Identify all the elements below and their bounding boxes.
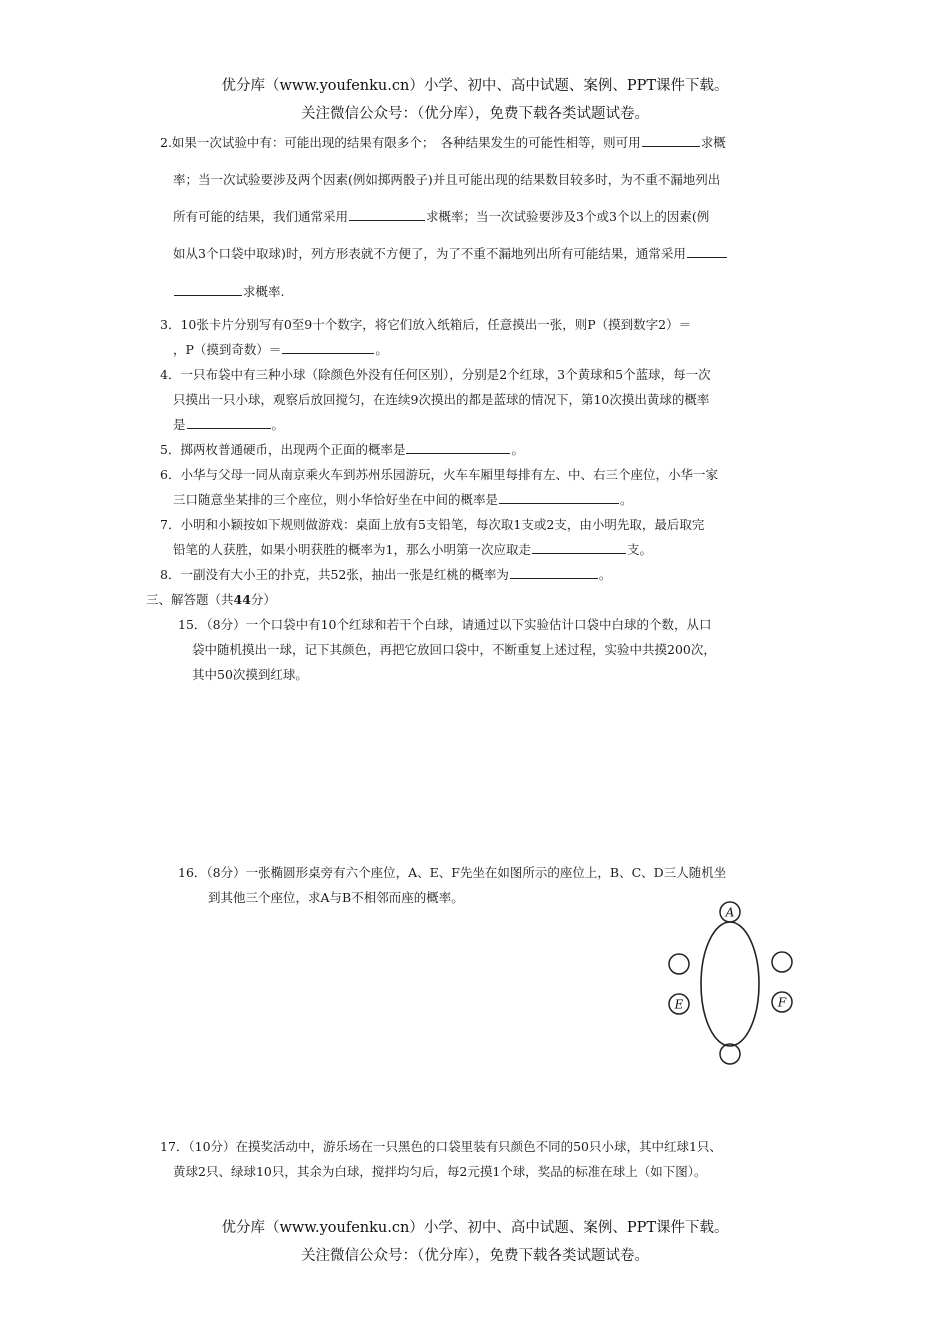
- q7-line-1: 7．小明和小颖按如下规则做游戏：桌面上放有5支铅笔，每次取1支或2支，由小明先取，最后取完: [160, 517, 705, 532]
- seat-f-label: F: [777, 995, 787, 1010]
- q2-blank-3b: [174, 283, 242, 296]
- seat-e-label: E: [674, 997, 684, 1012]
- q5-line: [160, 441, 524, 459]
- header-line-2: 关注微信公众号：（优分库），免费下载各类试题试卷。: [301, 106, 649, 122]
- q15-line-1: 15．（8分）一个口袋中有10个红球和若干个白球，请通过以下实验估计口袋中白球的个数，从口: [178, 617, 712, 632]
- q6-blank: [499, 491, 619, 504]
- section-3-text-b: 分）: [250, 592, 276, 607]
- q2-text-4: 如从3个口袋中取球)时，列方形表就不方便了，为了不重不漏地列出所有可能结果，通常采用: [173, 246, 686, 261]
- q6-line-2: [173, 491, 633, 509]
- q2-line-2: 率；当一次试验要涉及两个因素(例如掷两骰子)并且可能出现的结果数目较多时，为不重不漏地列出: [173, 172, 721, 187]
- q3-text-2a: ，P（摸到奇数）＝: [173, 342, 282, 357]
- q3-line-1: 3．10张卡片分别写有0至9十个数字，将它们放入纸箱后，任意摸出一张，则P（摸到数字2）＝: [160, 317, 692, 332]
- footer-line-2: 关注微信公众号：（优分库），免费下载各类试题试卷。: [301, 1248, 649, 1264]
- q17-line-2: 黄球2只、绿球10只，其余为白球，搅拌均匀后，每2元摸1个球，奖品的标准在球上（如下图）。: [173, 1164, 707, 1179]
- section-3-points: 44: [233, 592, 251, 607]
- q8-text-b: 。: [598, 567, 612, 582]
- q2-line-1: [160, 134, 726, 152]
- q5-text-b: 。: [511, 442, 524, 457]
- section-3-heading: [146, 591, 276, 609]
- q2-blank-2: [349, 208, 425, 221]
- q16-line-1: 16．（8分）一张椭圆形桌旁有六个座位，A、E、F先坐在如图所示的座位上，B、C、D三人随机坐: [178, 865, 727, 880]
- q4-blank: [187, 416, 271, 429]
- seat-right-upper: [772, 952, 792, 972]
- q4-text-3a: 是: [173, 417, 186, 432]
- seat-bottom: [720, 1044, 740, 1064]
- q6-text-2a: 三口随意坐某排的三个座位，则小华恰好坐在中间的概率是: [173, 492, 499, 507]
- q2-text-3a: 所有可能的结果，我们通常采用: [173, 209, 349, 224]
- seat-left-upper: [669, 954, 689, 974]
- q2-line-3: [173, 208, 709, 226]
- q17-line-1: 17．（10分）在摸奖活动中，游乐场在一只黑色的口袋里装有只颜色不同的50只小球，其中红球1只、: [160, 1139, 722, 1154]
- q7-text-2a: 铅笔的人获胜，如果小明获胜的概率为1，那么小明第一次应取走: [173, 542, 531, 557]
- q8-line: [160, 566, 611, 584]
- seat-f: [772, 992, 792, 1012]
- q7-line-2: [173, 541, 652, 559]
- q6-line-1: 6．小华与父母一同从南京乘火车到苏州乐园游玩，火车车厢里每排有左、中、右三个座位，小华一家: [160, 467, 718, 482]
- seat-e: [669, 994, 689, 1014]
- q4-text-3b: 。: [271, 417, 285, 432]
- q2-text-1b: 求概: [700, 135, 726, 150]
- q4-line-3: [173, 416, 284, 434]
- header-line-1: 优分库（www.youfenku.cn）小学、初中、高中试题、案例、PPT课件下载。: [221, 78, 729, 94]
- oval-table: [701, 922, 759, 1046]
- q7-blank: [532, 541, 626, 554]
- q4-line-1: 4．一只布袋中有三种小球（除颜色外没有任何区别），分别是2个红球，3个黄球和5个蓝球，每一次: [160, 367, 711, 382]
- q4-line-2: 只摸出一只小球，观察后放回搅匀，在连续9次摸出的都是蓝球的情况下，第10次摸出黄球的概率: [173, 392, 710, 407]
- q7-text-2b: 支。: [626, 542, 652, 557]
- q16-line-2: 到其他三个座位，求A与B不相邻而座的概率。: [208, 890, 464, 905]
- q2-line-5: [173, 283, 284, 301]
- section-3-text-a: 三、解答题（共: [146, 592, 234, 607]
- q8-text-a: 8．一副没有大小王的扑克，共52张，抽出一张是红桃的概率为: [160, 567, 509, 582]
- q15-line-2: 袋中随机摸出一球，记下其颜色，再把它放回口袋中，不断重复上述过程，实验中共摸200次，: [192, 642, 716, 657]
- q3-text-2b: 。: [375, 342, 388, 357]
- q8-blank: [510, 566, 598, 579]
- q2-blank-1: [642, 134, 700, 147]
- table-seating-figure: [660, 898, 800, 1070]
- seat-a: [720, 902, 740, 922]
- q5-blank: [406, 441, 510, 454]
- q2-line-4: [173, 245, 728, 263]
- q2-text-3b: 求概率；当一次试验要涉及3个或3个以上的因素(例: [426, 209, 710, 224]
- q3-line-2: [173, 341, 388, 359]
- footer-line-1: 优分库（www.youfenku.cn）小学、初中、高中试题、案例、PPT课件下载。: [221, 1220, 729, 1236]
- seat-a-label: A: [725, 905, 735, 920]
- q2-blank-3a: [687, 245, 727, 258]
- q3-blank: [282, 341, 374, 354]
- q5-text-a: 5．掷两枚普通硬币，出现两个正面的概率是: [160, 442, 406, 457]
- q6-text-2b: 。: [620, 492, 633, 507]
- q2-text-1a: 2.如果一次试验中有：可能出现的结果有限多个； 各种结果发生的可能性相等，则可用: [160, 135, 641, 150]
- q2-text-5: 求概率.: [243, 284, 285, 299]
- q15-line-3: 其中50次摸到红球。: [192, 667, 308, 682]
